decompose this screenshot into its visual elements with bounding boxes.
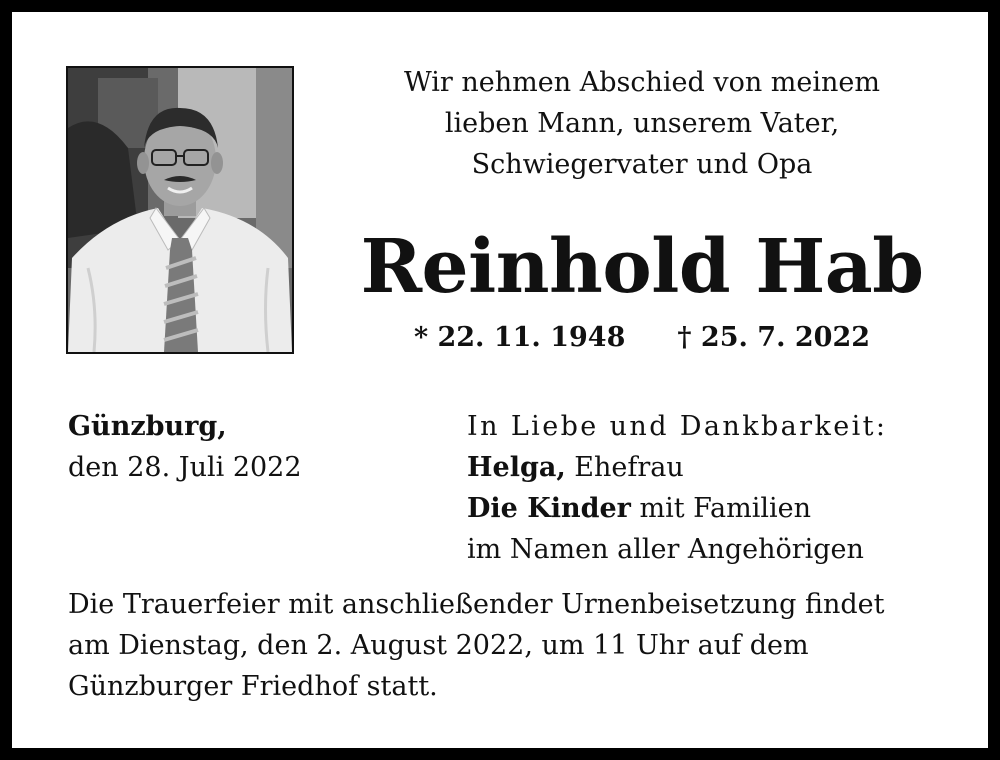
funeral-line-2: am Dienstag, den 2. August 2022, um 11 Uhr auf dem [68, 630, 809, 661]
death-date: † 25. 7. 2022 [677, 322, 871, 353]
spouse-role: Ehefrau [565, 452, 684, 483]
relatives-line: im Namen aller Angehörigen [467, 534, 864, 565]
thanks-line: In Liebe und Dankbarkeit: [467, 411, 888, 442]
birth-date: * 22. 11. 1948 [413, 322, 626, 353]
intro-text [352, 62, 932, 185]
children-role: mit Familien [630, 493, 812, 524]
place-and-date [68, 406, 302, 488]
portrait-photo [66, 66, 294, 354]
intro-line-2: lieben Mann, unserem Vater, [444, 108, 840, 139]
intro-line-3: Schwiegervater und Opa [471, 149, 813, 180]
intro-line-1: Wir nehmen Abschied von meinem [403, 67, 880, 98]
spouse-line [467, 447, 887, 488]
obituary-card [12, 12, 988, 748]
place-date: den 28. Juli 2022 [68, 452, 302, 483]
place-city: Günzburg, [68, 411, 227, 442]
deceased-name: Reinhold Hab [360, 224, 924, 310]
spouse-name: Helga, [467, 452, 566, 483]
funeral-line-1: Die Trauerfeier mit anschließender Urnenbeisetzung findet [68, 589, 885, 620]
mourners-block [467, 406, 887, 570]
funeral-line-3: Günzburger Friedhof statt. [68, 671, 438, 702]
children-name: Die Kinder [467, 493, 631, 524]
funeral-notice [68, 584, 948, 707]
life-dates [352, 318, 932, 358]
children-line [467, 488, 887, 529]
